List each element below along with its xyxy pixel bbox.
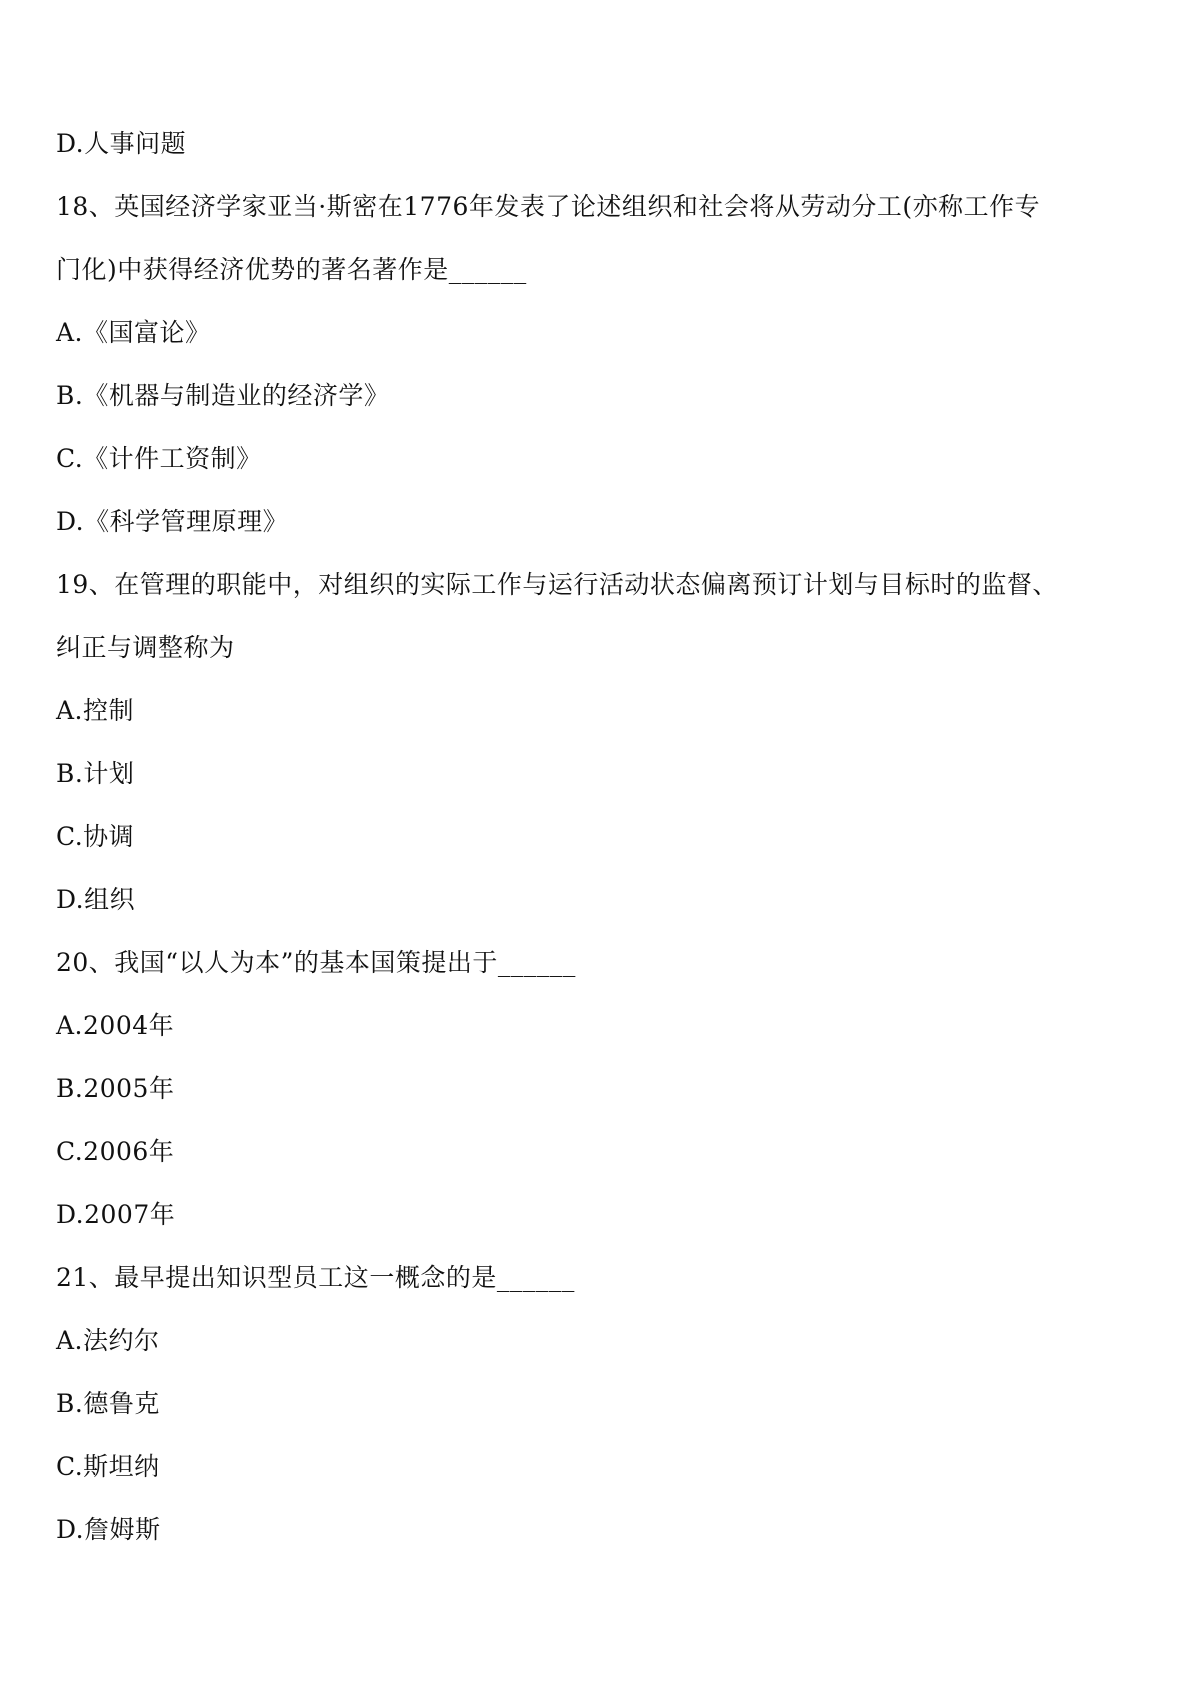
q18-stem-line-2: 门化)中获得经济优势的著名著作是______ bbox=[56, 255, 527, 284]
q19-option-c: C.协调 bbox=[56, 822, 135, 851]
q21-option-b: B.德鲁克 bbox=[56, 1389, 160, 1418]
q21-option-c: C.斯坦纳 bbox=[56, 1452, 160, 1481]
q18-option-c: C.《计件工资制》 bbox=[56, 444, 262, 473]
q21-option-a: A.法约尔 bbox=[56, 1326, 160, 1355]
q18-stem-line-1: 18、英国经济学家亚当·斯密在1776年发表了论述组织和社会将从劳动分工(亦称工作专 bbox=[56, 192, 1041, 221]
q20-option-a: A.2004年 bbox=[56, 1011, 175, 1040]
q19-option-d: D.组织 bbox=[56, 885, 136, 914]
q20-option-b: B.2005年 bbox=[56, 1074, 175, 1103]
q21-stem: 21、最早提出知识型员工这一概念的是______ bbox=[56, 1263, 575, 1292]
q18-option-a: A.《国富论》 bbox=[56, 318, 211, 347]
q17-option-d: D.人事问题 bbox=[56, 129, 187, 158]
q19-stem-line-2: 纠正与调整称为 bbox=[56, 633, 235, 662]
q21-option-d: D.詹姆斯 bbox=[56, 1515, 161, 1544]
q20-stem: 20、我国“以人为本”的基本国策提出于______ bbox=[56, 948, 576, 977]
q19-option-b: B.计划 bbox=[56, 759, 135, 788]
q18-option-b: B.《机器与制造业的经济学》 bbox=[56, 381, 390, 410]
q18-option-d: D.《科学管理原理》 bbox=[56, 507, 289, 536]
q19-stem-line-1: 19、在管理的职能中，对组织的实际工作与运行活动状态偏离预订计划与目标时的监督、 bbox=[56, 570, 1058, 599]
document-page bbox=[56, 112, 1136, 1561]
q19-option-a: A.控制 bbox=[56, 696, 135, 725]
q20-option-d: D.2007年 bbox=[56, 1200, 176, 1229]
q20-option-c: C.2006年 bbox=[56, 1137, 175, 1166]
